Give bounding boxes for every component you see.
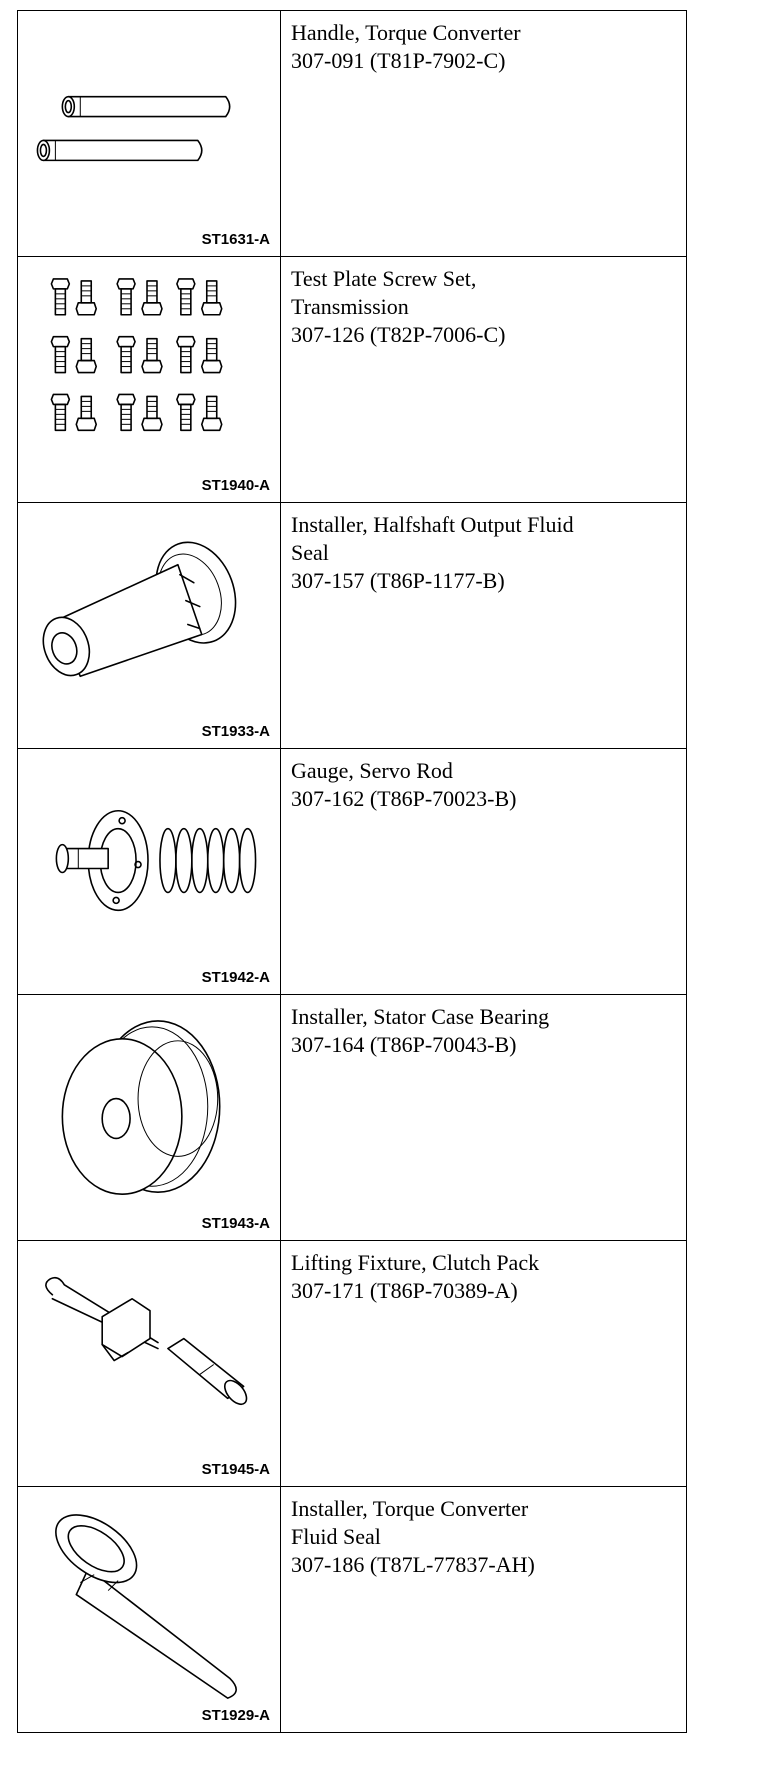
tool-illustration-cell — [18, 995, 281, 1241]
tool-part-number: 307-157 (T86P-1177-B) — [291, 568, 505, 593]
tool-description-cell — [281, 1241, 687, 1487]
illustration-code: ST1943-A — [201, 1215, 270, 1232]
tool-illustration-cell — [18, 257, 281, 503]
special-tools-table — [17, 10, 687, 1733]
table-row — [18, 257, 687, 503]
stator-bearing-installer-icon — [18, 995, 280, 1240]
tool-part-number: 307-162 (T86P-70023-B) — [291, 786, 517, 811]
tool-part-number: 307-091 (T81P-7902-C) — [291, 48, 506, 73]
tool-name: Gauge, Servo Rod — [291, 758, 453, 783]
illustration-code: ST1933-A — [201, 723, 270, 740]
tool-name: Test Plate Screw Set, — [291, 266, 477, 291]
tool-part-number: 307-126 (T82P-7006-C) — [291, 322, 506, 347]
tool-illustration-cell — [18, 1487, 281, 1733]
tool-illustration-cell — [18, 503, 281, 749]
tool-part-number: 307-186 (T87L-77837-AH) — [291, 1552, 535, 1577]
illustration-code: ST1942-A — [201, 969, 270, 986]
table-row — [18, 503, 687, 749]
screw-set-icon — [18, 257, 280, 502]
tool-part-number: 307-171 (T86P-70389-A) — [291, 1278, 518, 1303]
tool-name: Handle, Torque Converter — [291, 20, 521, 45]
table-row — [18, 749, 687, 995]
illustration-code: ST1929-A — [201, 1707, 270, 1724]
table-row — [18, 995, 687, 1241]
illustration-code: ST1940-A — [201, 477, 270, 494]
tool-name-continued: Seal — [291, 540, 329, 565]
tool-illustration-cell — [18, 11, 281, 257]
table-row — [18, 1487, 687, 1733]
table-row — [18, 1241, 687, 1487]
table-row — [18, 11, 687, 257]
tool-part-number: 307-164 (T86P-70043-B) — [291, 1032, 517, 1057]
clutch-pack-lifting-fixture-icon — [18, 1241, 280, 1486]
tool-illustration-cell — [18, 749, 281, 995]
servo-rod-gauge-icon — [18, 749, 280, 994]
tool-name: Installer, Halfshaft Output Fluid — [291, 512, 574, 537]
tool-illustration-cell — [18, 1241, 281, 1487]
tool-name: Installer, Stator Case Bearing — [291, 1004, 550, 1029]
halfshaft-seal-installer-icon — [18, 503, 280, 748]
tool-name-continued: Fluid Seal — [291, 1524, 381, 1549]
tool-description-cell — [281, 503, 687, 749]
tool-name: Lifting Fixture, Clutch Pack — [291, 1250, 540, 1275]
tool-description-cell — [281, 995, 687, 1241]
tool-description-cell — [281, 11, 687, 257]
tool-description-cell — [281, 749, 687, 995]
tool-description-cell — [281, 1487, 687, 1733]
tool-description-cell — [281, 257, 687, 503]
tool-name: Installer, Torque Converter — [291, 1496, 529, 1521]
converter-seal-installer-icon — [18, 1487, 280, 1732]
illustration-code: ST1945-A — [201, 1461, 270, 1478]
illustration-code: ST1631-A — [201, 231, 270, 248]
tool-name-continued: Transmission — [291, 294, 409, 319]
torque-converter-handle-icon — [18, 11, 280, 256]
